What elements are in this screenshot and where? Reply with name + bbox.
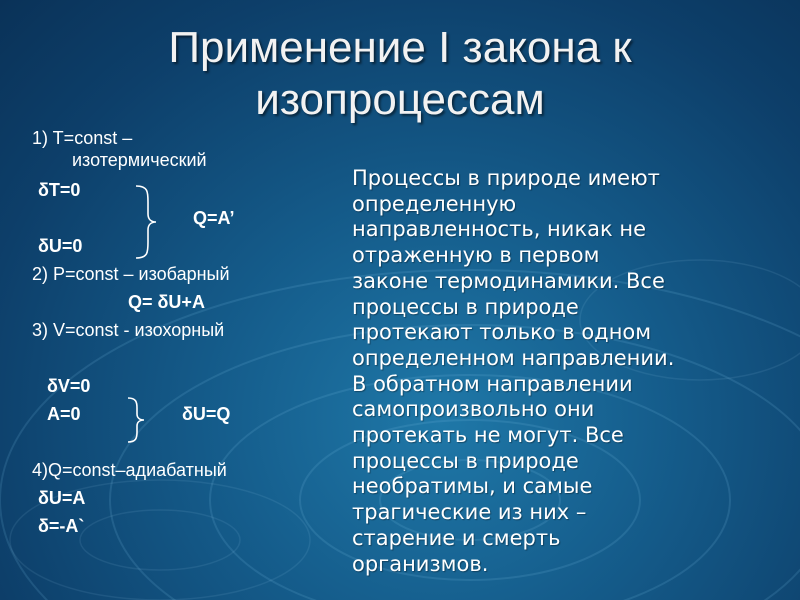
adiabatic-equation: δ=-A` — [38, 516, 85, 536]
isochoric-work: A=0 — [47, 404, 81, 424]
isothermal-delta-u: δU=0 — [38, 236, 83, 256]
paragraph-line: необратимы, и самые — [352, 474, 593, 499]
isothermal-heading: 1) T=const – — [32, 128, 133, 148]
right-brace-icon — [126, 396, 148, 444]
paragraph-line: самопроизвольно они — [352, 397, 595, 422]
paragraph-line: определенную — [352, 191, 517, 216]
isobaric-heading: 2) P=const – изобарный — [32, 264, 230, 284]
adiabatic-delta-u: δU=A — [38, 488, 86, 508]
paragraph-line: Процессы в природе имеют — [352, 166, 660, 190]
paragraph-line: протекать не могут. Все — [352, 423, 624, 448]
paragraph-line: направленность, никак не — [352, 217, 646, 242]
isochoric-delta-u: δU=Q — [182, 404, 231, 424]
isothermal-result: Q=A’ — [193, 208, 235, 228]
paragraph-line: отраженную в первом — [352, 243, 600, 268]
isochoric-heading: 3) V=const - изохорный — [32, 320, 225, 340]
irreversibility-paragraph — [352, 166, 792, 577]
paragraph-line: определенном направлении. — [352, 345, 675, 370]
adiabatic-heading: 4)Q=const–адиабатный — [32, 460, 227, 480]
title-line-2: изопроцессам — [255, 75, 545, 124]
paragraph-line: В обратном направлении — [352, 371, 633, 396]
paragraph-line: процессы в природе — [352, 294, 579, 319]
paragraph-line: трагические из них – — [352, 500, 587, 525]
paragraph-line: старение и смерть — [352, 525, 561, 550]
isochoric-delta-v: δV=0 — [47, 376, 91, 396]
paragraph-line: процессы в природе — [352, 448, 579, 473]
isothermal-delta-t: δT=0 — [38, 180, 81, 200]
title-line-1: Применение I закона к — [168, 23, 632, 72]
isothermal-name: изотермический — [72, 150, 207, 170]
paragraph-line: законе термодинамики. Все — [352, 268, 665, 293]
right-brace-icon — [134, 184, 160, 260]
isoprocess-list — [0, 0, 340, 600]
paragraph-line: организмов. — [352, 551, 489, 576]
paragraph-line: протекают только в одном — [352, 320, 652, 345]
isobaric-formula: Q= δU+A — [128, 292, 205, 312]
